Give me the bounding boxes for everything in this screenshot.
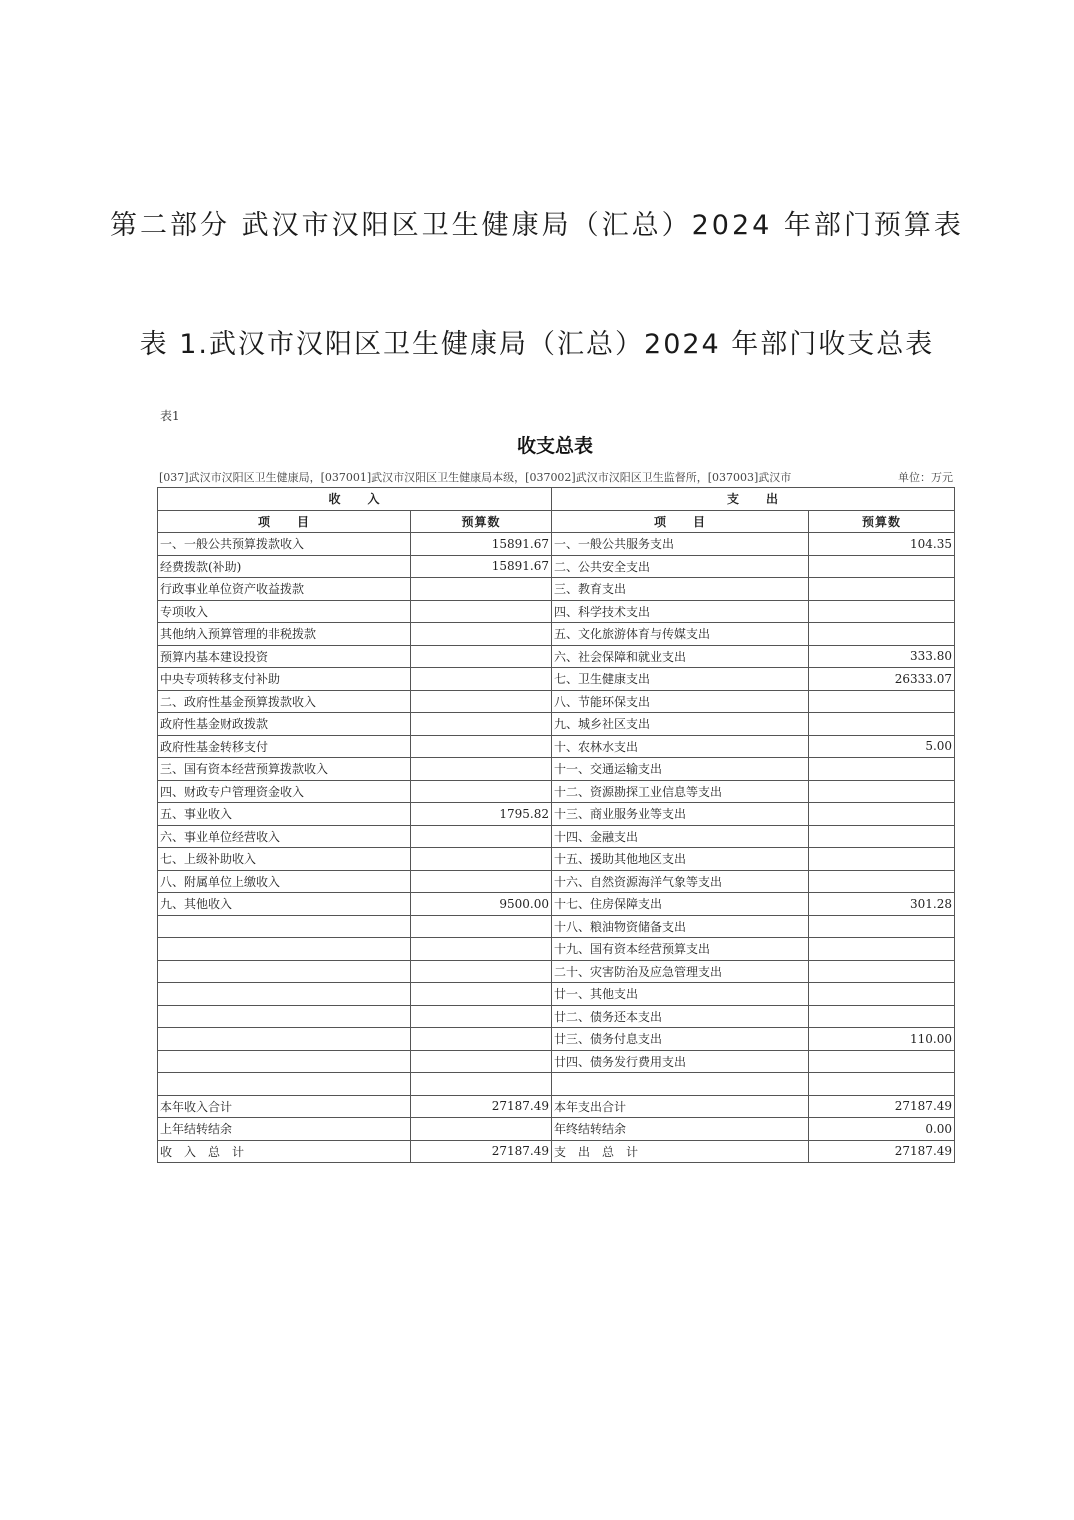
expense-amount-cell: [809, 780, 955, 803]
expense-amount-cell: 110.00: [809, 1028, 955, 1051]
income-item-cell: 一、一般公共预算拨款收入: [158, 533, 411, 556]
income-amount-cell: [411, 825, 552, 848]
income-amount-cell: [411, 1028, 552, 1051]
income-item-cell: 经费拨款(补助): [158, 555, 411, 578]
table-row: [158, 713, 955, 736]
income-amount-cell: [411, 938, 552, 961]
expense-amount-cell: 333.80: [809, 645, 955, 668]
income-amount-cell: [411, 1005, 552, 1028]
income-item-cell: 六、事业单位经营收入: [158, 825, 411, 848]
expense-amount-cell: 5.00: [809, 735, 955, 758]
income-item-cell: [158, 1050, 411, 1073]
expense-amount-cell: [809, 960, 955, 983]
income-item-cell: 其他纳入预算管理的非税拨款: [158, 623, 411, 646]
expense-item-cell: 十八、粮油物资储备支出: [552, 915, 809, 938]
table-row: [158, 533, 955, 556]
expense-amount-cell: [809, 600, 955, 623]
budget-table-body: [158, 533, 955, 1163]
table-row: [158, 1005, 955, 1028]
expense-item-cell: 十七、住房保障支出: [552, 893, 809, 916]
income-item-cell: 四、财政专户管理资金收入: [158, 780, 411, 803]
income-amount-cell: 1795.82: [411, 803, 552, 826]
income-item-cell: [158, 1073, 411, 1096]
table-title: 表 1.武汉市汉阳区卫生健康局（汇总）2024 年部门收支总表: [139, 329, 935, 360]
scope-text: [037]武汉市汉阳区卫生健康局，[037001]武汉市汉阳区卫生健康局本级，[037002]武汉市汉阳区卫生监督所，[037003]武汉市: [159, 471, 792, 484]
expense-amount-cell: 27187.49: [809, 1095, 955, 1118]
income-item-cell: 收 入 总 计: [158, 1140, 411, 1163]
part-title: 第二部分 武汉市汉阳区卫生健康局（汇总）2024 年部门预算表: [110, 210, 964, 241]
income-section-header: 收 入: [158, 488, 552, 511]
table-row: [158, 578, 955, 601]
table-row: [158, 870, 955, 893]
table-row: [158, 645, 955, 668]
expense-item-cell: 五、文化旅游体育与传媒支出: [552, 623, 809, 646]
income-amount-cell: [411, 960, 552, 983]
expense-amount-cell: [809, 690, 955, 713]
expense-item-cell: 十九、国有资本经营预算支出: [552, 938, 809, 961]
income-item-cell: 八、附属单位上缴收入: [158, 870, 411, 893]
table-row: [158, 600, 955, 623]
form-label: 表1: [160, 409, 180, 423]
expense-amount-cell: 26333.07: [809, 668, 955, 691]
income-amount-cell: [411, 690, 552, 713]
expense-item-cell: 廿一、其他支出: [552, 983, 809, 1006]
income-item-cell: 本年收入合计: [158, 1095, 411, 1118]
income-item-cell: [158, 938, 411, 961]
income-amount-cell: [411, 713, 552, 736]
expense-amount-cell: [809, 1005, 955, 1028]
income-budget-header: 预算数: [411, 510, 552, 533]
income-item-cell: 专项收入: [158, 600, 411, 623]
column-header-row: [158, 510, 955, 533]
expense-item-cell: 三、教育支出: [552, 578, 809, 601]
expense-amount-cell: [809, 758, 955, 781]
income-amount-cell: [411, 1050, 552, 1073]
income-item-cell: 五、事业收入: [158, 803, 411, 826]
income-item-cell: 政府性基金财政拨款: [158, 713, 411, 736]
expense-item-cell: [552, 1073, 809, 1096]
table-row: [158, 938, 955, 961]
expense-item-cell: 十三、商业服务业等支出: [552, 803, 809, 826]
expense-item-cell: 十、农林水支出: [552, 735, 809, 758]
income-amount-cell: 15891.67: [411, 533, 552, 556]
table-row: [158, 668, 955, 691]
expense-budget-header: 预算数: [809, 510, 955, 533]
income-item-cell: 三、国有资本经营预算拨款收入: [158, 758, 411, 781]
income-item-cell: 中央专项转移支付补助: [158, 668, 411, 691]
expense-amount-cell: [809, 870, 955, 893]
expense-item-cell: 本年支出合计: [552, 1095, 809, 1118]
expense-amount-cell: 0.00: [809, 1118, 955, 1141]
income-amount-cell: 27187.49: [411, 1140, 552, 1163]
expense-amount-cell: 27187.49: [809, 1140, 955, 1163]
expense-item-cell: 七、卫生健康支出: [552, 668, 809, 691]
table-row: [158, 960, 955, 983]
expense-amount-cell: [809, 1050, 955, 1073]
table-row: [158, 893, 955, 916]
table-row: [158, 825, 955, 848]
table-row: [158, 1028, 955, 1051]
income-item-cell: 预算内基本建设投资: [158, 645, 411, 668]
expense-amount-cell: [809, 713, 955, 736]
main-heading: 收支总表: [516, 435, 593, 457]
income-amount-cell: [411, 1118, 552, 1141]
expense-item-cell: 年终结转结余: [552, 1118, 809, 1141]
scope-unit-line: [159, 469, 953, 485]
income-item-cell: [158, 915, 411, 938]
table-row: [158, 1050, 955, 1073]
income-amount-cell: [411, 848, 552, 871]
income-amount-cell: [411, 668, 552, 691]
income-item-cell: [158, 1005, 411, 1028]
income-amount-cell: 15891.67: [411, 555, 552, 578]
expense-item-cell: 支 出 总 计: [552, 1140, 809, 1163]
income-amount-cell: 9500.00: [411, 893, 552, 916]
income-amount-cell: [411, 915, 552, 938]
expense-item-cell: 十一、交通运输支出: [552, 758, 809, 781]
income-amount-cell: [411, 758, 552, 781]
expense-item-cell: 十二、资源勘探工业信息等支出: [552, 780, 809, 803]
expense-item-cell: 六、社会保障和就业支出: [552, 645, 809, 668]
expense-amount-cell: [809, 578, 955, 601]
income-item-cell: [158, 983, 411, 1006]
table-row: [158, 1095, 955, 1118]
income-item-cell: 二、政府性基金预算拨款收入: [158, 690, 411, 713]
expense-item-cell: 十六、自然资源海洋气象等支出: [552, 870, 809, 893]
expense-section-header: 支 出: [552, 488, 955, 511]
expense-amount-cell: [809, 623, 955, 646]
table-row: [158, 623, 955, 646]
income-amount-cell: [411, 578, 552, 601]
unit-label: 单位：万元: [898, 471, 953, 484]
expense-item-cell: 十五、援助其他地区支出: [552, 848, 809, 871]
expense-amount-cell: [809, 915, 955, 938]
income-item-cell: 行政事业单位资产收益拨款: [158, 578, 411, 601]
expense-item-cell: 廿二、债务还本支出: [552, 1005, 809, 1028]
expense-amount-cell: [809, 1073, 955, 1096]
expense-item-header: 项 目: [552, 510, 809, 533]
expense-item-cell: 九、城乡社区支出: [552, 713, 809, 736]
expense-amount-cell: [809, 938, 955, 961]
expense-item-cell: 十四、金融支出: [552, 825, 809, 848]
expense-item-cell: 二、公共安全支出: [552, 555, 809, 578]
income-amount-cell: [411, 600, 552, 623]
expense-item-cell: 四、科学技术支出: [552, 600, 809, 623]
income-item-cell: 七、上级补助收入: [158, 848, 411, 871]
income-amount-cell: [411, 983, 552, 1006]
expense-item-cell: 二十、灾害防治及应急管理支出: [552, 960, 809, 983]
expense-amount-cell: 301.28: [809, 893, 955, 916]
table-row: [158, 735, 955, 758]
income-amount-cell: [411, 1073, 552, 1096]
expense-item-cell: 八、节能环保支出: [552, 690, 809, 713]
income-item-header: 项 目: [158, 510, 411, 533]
table-row: [158, 983, 955, 1006]
expense-item-cell: 廿三、债务付息支出: [552, 1028, 809, 1051]
section-header-row: [158, 488, 955, 511]
table-row: [158, 848, 955, 871]
expense-item-cell: 一、一般公共服务支出: [552, 533, 809, 556]
income-item-cell: 上年结转结余: [158, 1118, 411, 1141]
table-row: [158, 803, 955, 826]
income-item-cell: 政府性基金转移支付: [158, 735, 411, 758]
expense-item-cell: 廿四、债务发行费用支出: [552, 1050, 809, 1073]
expense-amount-cell: [809, 983, 955, 1006]
expense-amount-cell: [809, 555, 955, 578]
table-row: [158, 1118, 955, 1141]
income-amount-cell: [411, 735, 552, 758]
table-row: [158, 915, 955, 938]
income-amount-cell: 27187.49: [411, 1095, 552, 1118]
table-row: [158, 1073, 955, 1096]
income-amount-cell: [411, 870, 552, 893]
table-row: [158, 555, 955, 578]
expense-amount-cell: 104.35: [809, 533, 955, 556]
budget-table: [157, 487, 955, 1163]
expense-amount-cell: [809, 803, 955, 826]
table-row: [158, 1140, 955, 1163]
table-row: [158, 690, 955, 713]
income-amount-cell: [411, 645, 552, 668]
expense-amount-cell: [809, 825, 955, 848]
table-row: [158, 780, 955, 803]
income-amount-cell: [411, 623, 552, 646]
income-item-cell: [158, 960, 411, 983]
expense-amount-cell: [809, 848, 955, 871]
income-item-cell: [158, 1028, 411, 1051]
income-item-cell: 九、其他收入: [158, 893, 411, 916]
income-amount-cell: [411, 780, 552, 803]
table-row: [158, 758, 955, 781]
